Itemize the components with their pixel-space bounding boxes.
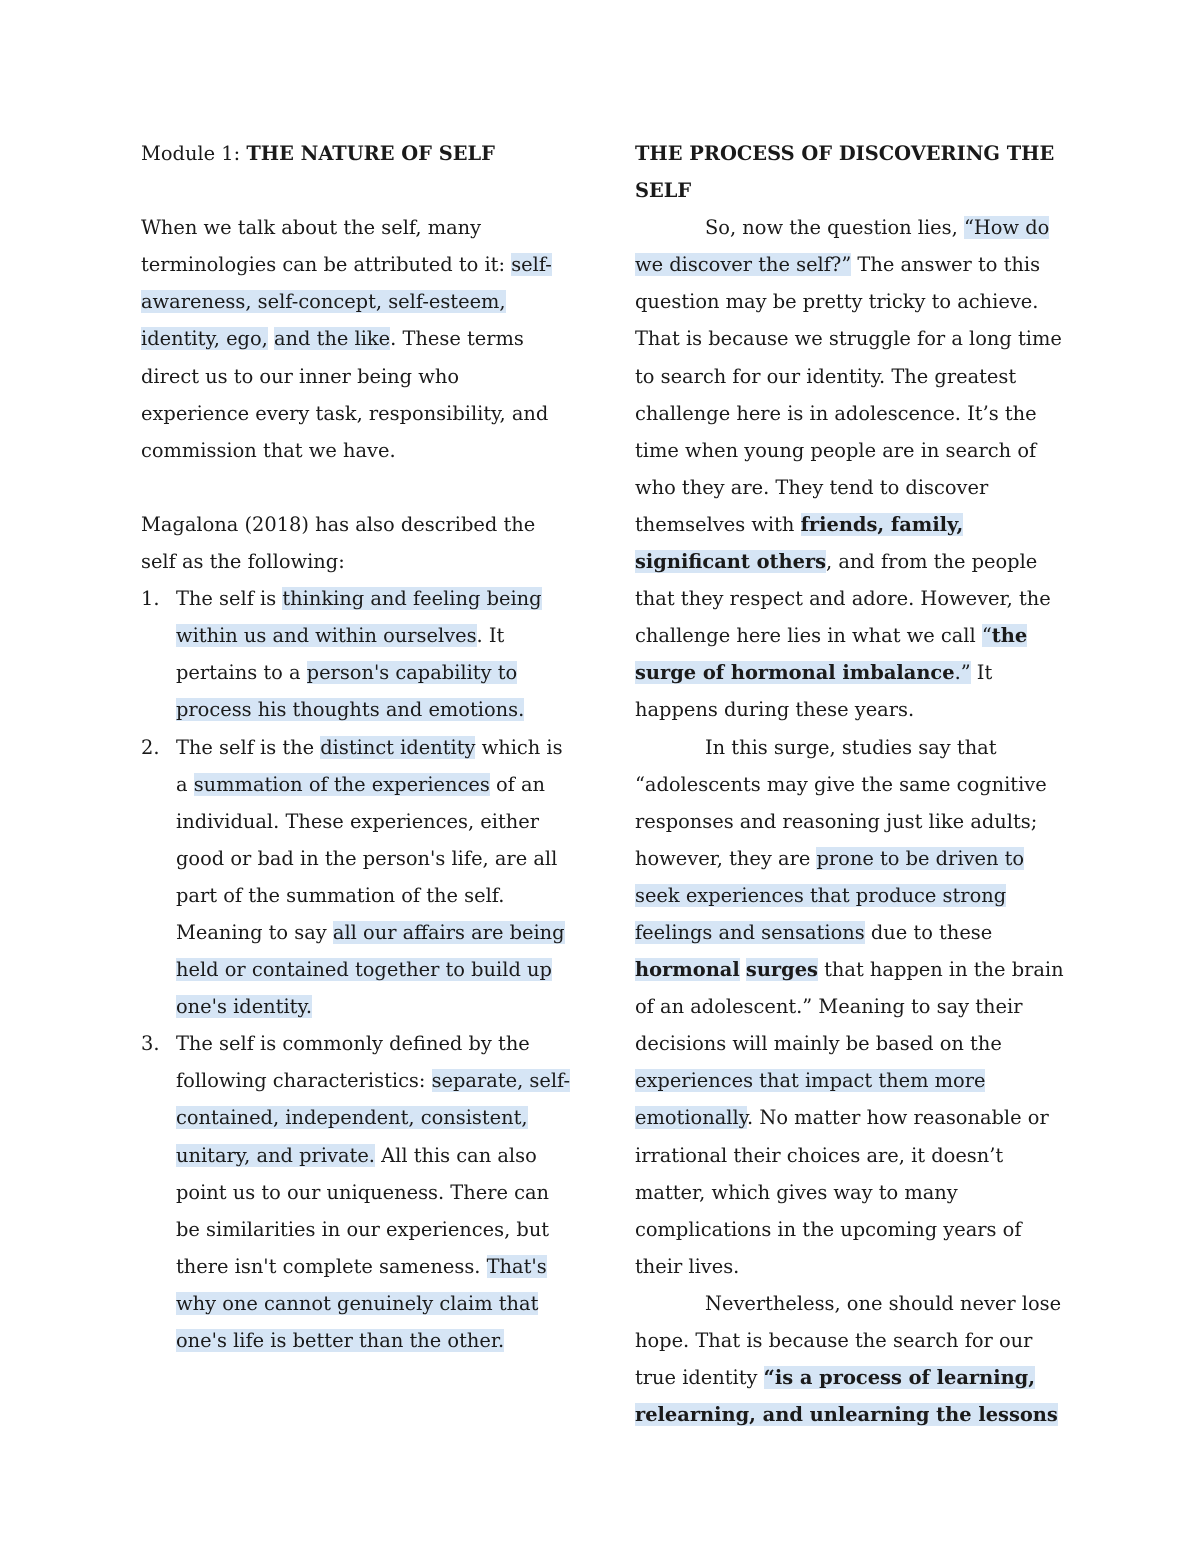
item-highlight: That's why one cannot genuinely claim that one's life is better than the other. <box>176 1254 547 1352</box>
list-number: 1. <box>141 587 160 611</box>
para-bold-highlight: friends, family, significant others <box>635 512 964 574</box>
intro-paragraph <box>141 209 573 469</box>
para-bold-highlight: surges <box>745 958 818 982</box>
para-text: It happens during these years. <box>635 661 993 722</box>
para-text: . No matter how reasonable or irrational their choices are, it doesn’t matter, which gives way to many complications in the upcoming years of their lives. <box>635 1106 1049 1278</box>
para-text: that happen in the brain of an adolescent.” Meaning to say their decisions will mainly be based on the <box>635 958 1064 1056</box>
para-text: In this surge, studies say that “adolescents may give the same cognitive responses and reasoning just like adults; however, they are <box>635 735 1047 870</box>
magalona-paragraph: Magalona (2018) has also described the self as the following: <box>141 512 536 574</box>
item-highlight: person's capability to process his thoughts and emotions. <box>176 661 525 722</box>
list-number: 3. <box>141 1032 160 1056</box>
list-item <box>141 1025 573 1359</box>
item-text: of an individual. These experiences, either good or bad in the person's life, are all part of the summation of the self. Meaning to say <box>176 772 558 944</box>
item-highlight: thinking and feeling being within us and within ourselves <box>176 587 542 648</box>
section-heading-text: THE PROCESS OF DISCOVERING THE SELF <box>635 142 1055 203</box>
item-highlight: separate, self-contained, independent, consistent, unitary, and private. <box>176 1069 571 1167</box>
self-definition-list <box>141 580 573 1359</box>
item-highlight: summation of the experiences <box>193 772 490 796</box>
spacer <box>141 172 573 209</box>
item-text: . It pertains to a <box>176 624 505 685</box>
para-text: Nevertheless, one should never lose hope. That is because the search for our true identity <box>635 1291 1062 1390</box>
paragraph-3 <box>635 1285 1065 1433</box>
list-item <box>141 580 573 728</box>
para-highlight: .” <box>954 661 971 685</box>
para-text <box>740 958 746 981</box>
paragraph-1 <box>635 209 1065 728</box>
intro-highlight: and the like <box>273 327 391 351</box>
module-title <box>141 135 573 172</box>
intro-text: When we talk about the self, many terminologies can be attributed to it: <box>141 216 512 277</box>
para-text: due to these <box>864 920 993 944</box>
intro-text: . These terms direct us to our inner being who experience every task, responsibility, and commission that we have. <box>141 327 549 462</box>
para-highlight: experiences that impact them more emotionally <box>635 1069 986 1130</box>
spacer <box>141 469 573 506</box>
para-text: So, now the question lies, <box>705 216 964 240</box>
paragraph-2 <box>635 729 1065 1285</box>
para-bold-highlight: “is a process of learning, relearning, and unlearning the lessons <box>635 1366 1058 1427</box>
para-highlight: “How do we discover the self?” <box>635 216 1050 277</box>
item-highlight: all our affairs are being held or contained together to build up one's identity. <box>176 920 565 1019</box>
para-highlight: “ <box>981 624 992 648</box>
section-heading <box>635 135 1065 209</box>
item-text: The self is <box>176 587 283 611</box>
para-text: The answer to this question may be pretty tricky to achieve. That is because we struggle for a long time to search for our identity. The greatest challenge here is in adolescence. It’s the time when young people are in search of who they are. They tend to discover themselves with <box>635 253 1062 536</box>
item-text: which is a <box>176 735 563 796</box>
list-item <box>141 729 573 1026</box>
para-text: , and from the people that they respect and adore. However, the challenge here lies in what we call <box>635 550 1051 648</box>
intro-highlight: self-awareness, self-concept, self-esteem, identity, ego, <box>141 253 552 351</box>
module-title-main: THE NATURE OF SELF <box>246 142 495 165</box>
left-column <box>141 135 573 1359</box>
module-title-prefix: Module 1: <box>141 142 247 165</box>
list-number: 2. <box>141 735 160 759</box>
para-highlight: prone to be driven to seek experiences that produce strong feelings and sensations <box>635 846 1025 944</box>
right-column <box>635 135 1065 1433</box>
para-bold-highlight: hormonal <box>635 958 740 982</box>
item-text: All this can also point us to our uniqueness. There can be similarities in our experiences, but there isn't complete sameness. <box>176 1143 550 1278</box>
item-highlight: distinct identity <box>320 735 476 759</box>
item-text: The self is commonly defined by the following characteristics: <box>176 1032 530 1093</box>
item-text: The self is the <box>176 735 321 759</box>
para-bold-highlight: the surge of hormonal imbalance <box>635 624 1028 685</box>
